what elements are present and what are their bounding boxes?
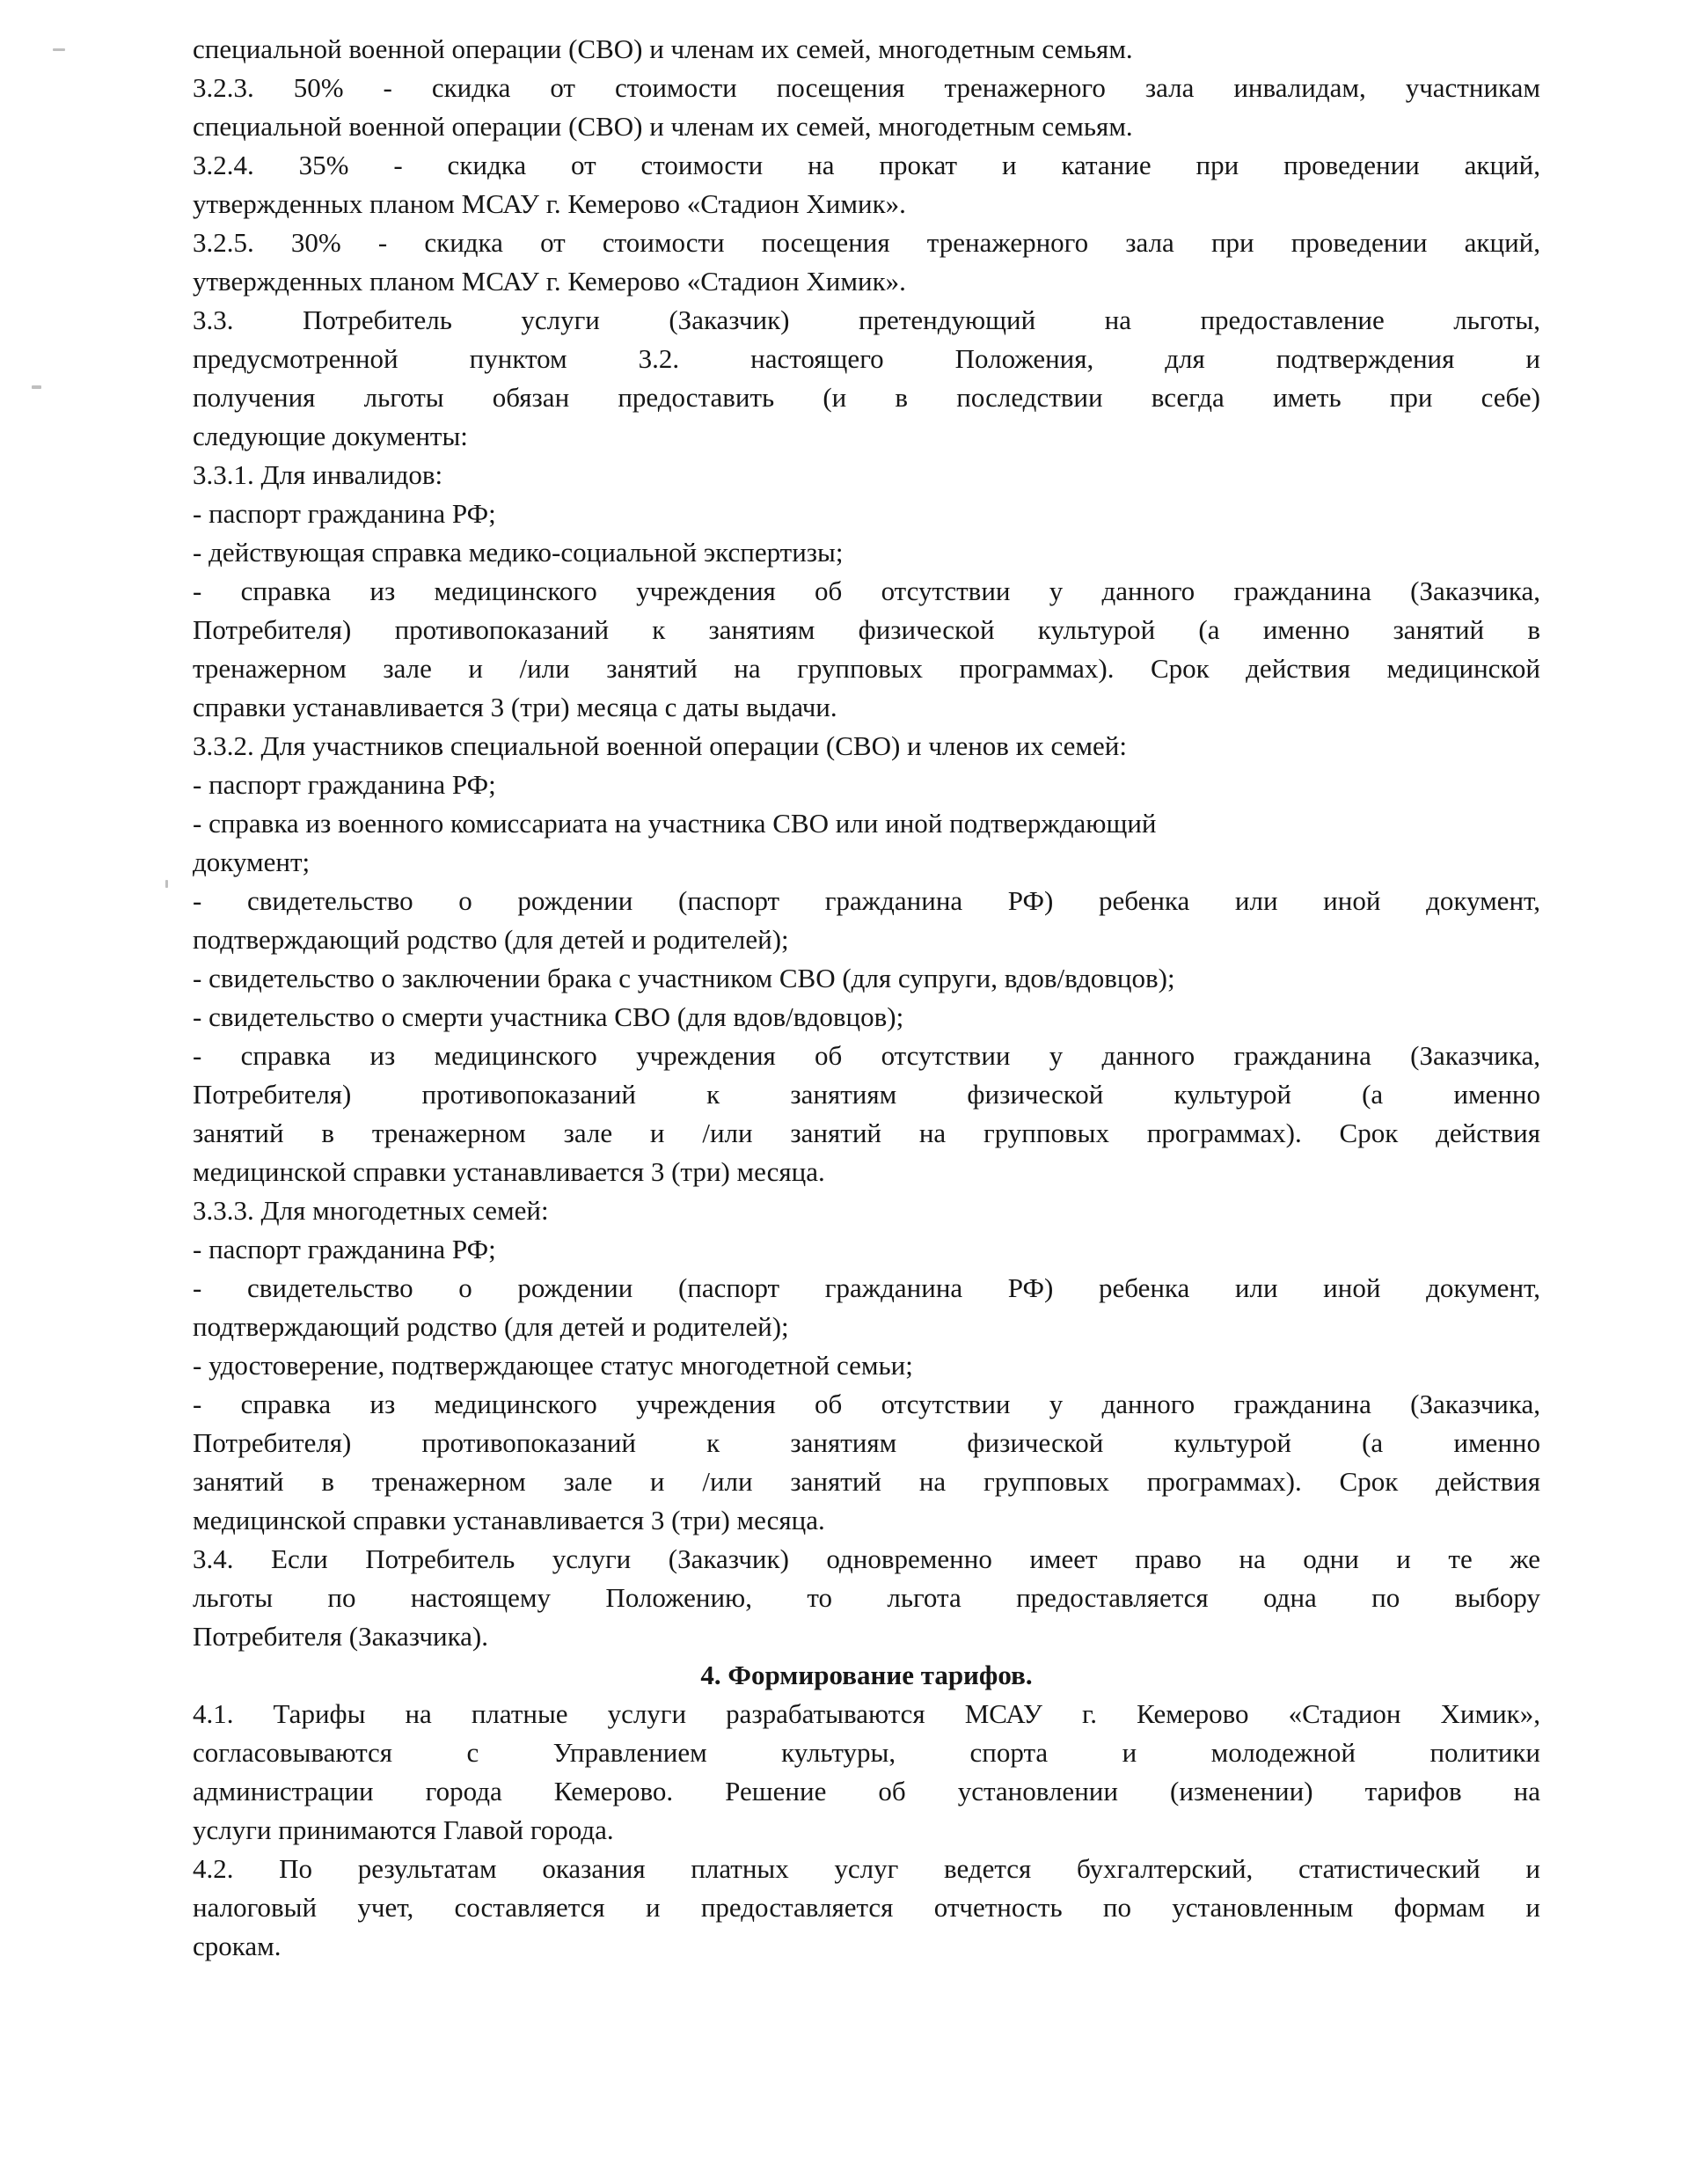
text-line: медицинской справки устанавливается 3 (три) месяца. [193,1156,825,1187]
para-3-4 [193,1540,1540,1656]
text-line: следующие документы: [193,421,468,451]
text-line: 3.4. Если Потребитель услуги (Заказчик) одновременно имеет право на одни и те же [193,1543,1540,1574]
text-line: тренажерном зале и /или занятий на групповых программах). Срок действия медицинской [193,653,1540,684]
item-marriage-certificate [193,959,1540,998]
scan-artifact [32,385,41,389]
text-line: 4. Формирование тарифов. [700,1660,1033,1690]
item-large-family-id [193,1346,1540,1385]
item-medical-certificate-2 [193,1037,1540,1191]
text-line: 3.2.5. 30% - скидка от стоимости посещения тренажерного зала при проведении акций, [193,227,1540,258]
text-line: документ; [193,846,311,877]
text-line: - паспорт гражданина РФ; [193,498,496,529]
para-4-2 [193,1850,1540,1966]
text-line: налоговый учет, составляется и предоставляется отчетность по установленным формам и [193,1892,1540,1923]
item-medical-certificate-3 [193,1385,1540,1540]
text-line: Потребителя (Заказчика). [193,1621,489,1652]
text-line: утвержденных планом МСАУ г. Кемерово «Стадион Химик». [193,266,906,297]
para-3-2-5 [193,224,1540,301]
item-medical-certificate-1 [193,572,1540,727]
text-line: 3.3.3. Для многодетных семей: [193,1195,549,1226]
item-passport-invalid [193,495,1540,533]
scan-artifact [53,48,65,51]
text-line: услуги принимаются Главой города. [193,1814,614,1845]
text-line: занятий в тренажерном зале и /или занятий на групповых программах). Срок действия [193,1118,1540,1148]
text-line: предусмотренной пунктом 3.2. настоящего Положения, для подтверждения и [193,343,1540,374]
text-line: согласовываются с Управлением культуры, спорта и молодежной политики [193,1737,1540,1768]
para-3-3-2 [193,727,1540,766]
text-line: - справка из медицинского учреждения об отсутствии у данного гражданина (Заказчика, [193,575,1540,606]
para-3-2-2-tail [193,30,1540,69]
item-birth-certificate-svo [193,882,1540,959]
text-line: 3.2.4. 35% - скидка от стоимости на прокат и катание при проведении акций, [193,150,1540,180]
text-line: - справка из военного комиссариата на участника СВО или иной подтверждающий [193,808,1157,839]
text-line: 4.2. По результатам оказания платных услуг ведется бухгалтерский, статистический и [193,1853,1540,1884]
text-line: - паспорт гражданина РФ; [193,769,496,800]
para-3-2-3 [193,69,1540,146]
para-3-3 [193,301,1540,456]
item-msek-certificate [193,533,1540,572]
text-line: справки устанавливается 3 (три) месяца с даты выдачи. [193,692,837,722]
text-line: утвержденных планом МСАУ г. Кемерово «Стадион Химик». [193,188,906,219]
text-line: медицинской справки устанавливается 3 (три) месяца. [193,1505,825,1535]
text-line: Потребителя) противопоказаний к занятиям физической культурой (а именно занятий в [193,614,1540,645]
text-line: - свидетельство о смерти участника СВО (для вдов/вдовцов); [193,1001,904,1032]
document-body [193,30,1540,1966]
text-line: специальной военной операции (СВО) и членам их семей, многодетным семьям. [193,111,1133,142]
text-line: - справка из медицинского учреждения об отсутствии у данного гражданина (Заказчика, [193,1389,1540,1419]
item-passport-svo [193,766,1540,804]
text-line: - свидетельство о рождении (паспорт гражданина РФ) ребенка или иной документ, [193,1272,1540,1303]
text-line: 3.3.2. Для участников специальной военной операции (СВО) и членов их семей: [193,730,1127,761]
text-line: подтверждающий родство (для детей и родителей); [193,1311,789,1342]
text-line: - удостоверение, подтверждающее статус многодетной семьи; [193,1350,913,1381]
text-line: подтверждающий родство (для детей и родителей); [193,924,789,955]
text-line: Потребителя) противопоказаний к занятиям физической культурой (а именно [193,1427,1540,1458]
para-3-2-4 [193,146,1540,224]
text-line: 3.2.3. 50% - скидка от стоимости посещения тренажерного зала инвалидам, участникам [193,72,1540,103]
item-birth-certificate-family [193,1269,1540,1346]
text-line: - свидетельство о рождении (паспорт гражданина РФ) ребенка или иной документ, [193,885,1540,916]
para-3-3-1 [193,456,1540,495]
item-passport-family [193,1230,1540,1269]
item-military-commissariat [193,804,1540,882]
text-line: льготы по настоящему Положению, то льгота предоставляется одна по выбору [193,1582,1540,1613]
item-death-certificate [193,998,1540,1037]
text-line: 3.3. Потребитель услуги (Заказчик) претендующий на предоставление льготы, [193,304,1540,335]
scan-artifact [165,880,168,888]
para-4-1 [193,1695,1540,1850]
text-line: занятий в тренажерном зале и /или занятий на групповых программах). Срок действия [193,1466,1540,1497]
text-line: - свидетельство о заключении брака с участником СВО (для супруги, вдов/вдовцов); [193,963,1175,993]
text-line: получения льготы обязан предоставить (и в последствии всегда иметь при себе) [193,382,1540,413]
text-line: 3.3.1. Для инвалидов: [193,459,443,490]
text-line: - справка из медицинского учреждения об отсутствии у данного гражданина (Заказчика, [193,1040,1540,1071]
text-line: администрации города Кемерово. Решение об установлении (изменении) тарифов на [193,1776,1540,1807]
text-line: Потребителя) противопоказаний к занятиям физической культурой (а именно [193,1079,1540,1110]
para-3-3-3 [193,1191,1540,1230]
heading-section-4 [193,1656,1540,1695]
text-line: - паспорт гражданина РФ; [193,1234,496,1264]
text-line: - действующая справка медико-социальной экспертизы; [193,537,844,568]
text-line: 4.1. Тарифы на платные услуги разрабатываются МСАУ г. Кемерово «Стадион Химик», [193,1698,1540,1729]
text-line: специальной военной операции (СВО) и членам их семей, многодетным семьям. [193,33,1133,64]
text-line: срокам. [193,1931,282,1961]
